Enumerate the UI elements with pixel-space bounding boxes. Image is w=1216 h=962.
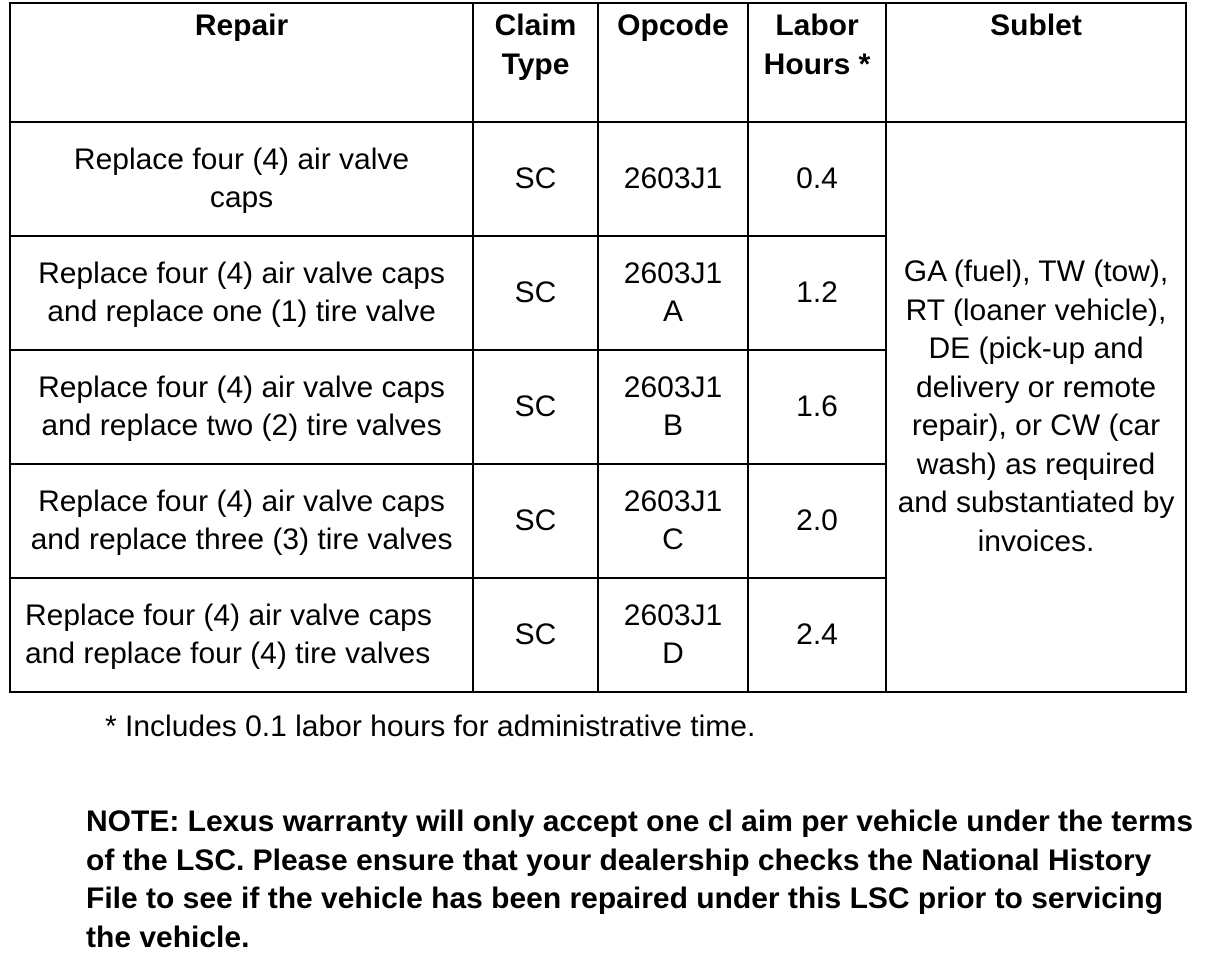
header-sublet: Sublet [886, 3, 1186, 122]
labor-hours-cell: 1.2 [748, 236, 886, 350]
repair-cell: Replace four (4) air valve caps and replace four (4) tire valves [10, 578, 473, 692]
sublet-cell: GA (fuel), TW (tow), RT (loaner vehicle), DE (pick-up and delivery or remote repair), or CW (car wash) as required and substantiated by invoices. [886, 122, 1186, 692]
claim-type-cell: SC [473, 236, 598, 350]
repair-cell: Replace four (4) air valve caps and replace two (2) tire valves [10, 350, 473, 464]
warranty-note: NOTE: Lexus warranty will only accept one cl aim per vehicle under the terms of the LSC. Please ensure that your dealership checks the National History File to see if the vehicle has been repaired under this LSC prior to servicing the vehicle. [86, 805, 1194, 954]
table-header-row [10, 3, 1186, 122]
header-repair: Repair [10, 3, 473, 122]
claim-type-cell: SC [473, 350, 598, 464]
repair-cell: Replace four (4) air valve caps and replace three (3) tire valves [10, 464, 473, 578]
labor-hours-cell: 2.4 [748, 578, 886, 692]
labor-hours-cell: 2.0 [748, 464, 886, 578]
table-row [10, 122, 1186, 236]
header-claim-type: Claim Type [473, 3, 598, 122]
header-opcode: Opcode [598, 3, 748, 122]
repair-claims-table [9, 2, 1187, 693]
opcode-cell: 2603J1B [598, 350, 748, 464]
labor-hours-cell: 1.6 [748, 350, 886, 464]
opcode-cell: 2603J1 [598, 122, 748, 236]
opcode-cell: 2603J1A [598, 236, 748, 350]
claim-type-cell: SC [473, 122, 598, 236]
claim-type-cell: SC [473, 464, 598, 578]
header-labor-hours: Labor Hours * [748, 3, 886, 122]
opcode-cell: 2603J1C [598, 464, 748, 578]
repair-cell: Replace four (4) air valve caps [10, 122, 473, 236]
repair-cell: Replace four (4) air valve caps and replace one (1) tire valve [10, 236, 473, 350]
labor-footnote: * Includes 0.1 labor hours for administrative time. [105, 710, 756, 743]
labor-hours-cell: 0.4 [748, 122, 886, 236]
opcode-cell: 2603J1D [598, 578, 748, 692]
claim-type-cell: SC [473, 578, 598, 692]
